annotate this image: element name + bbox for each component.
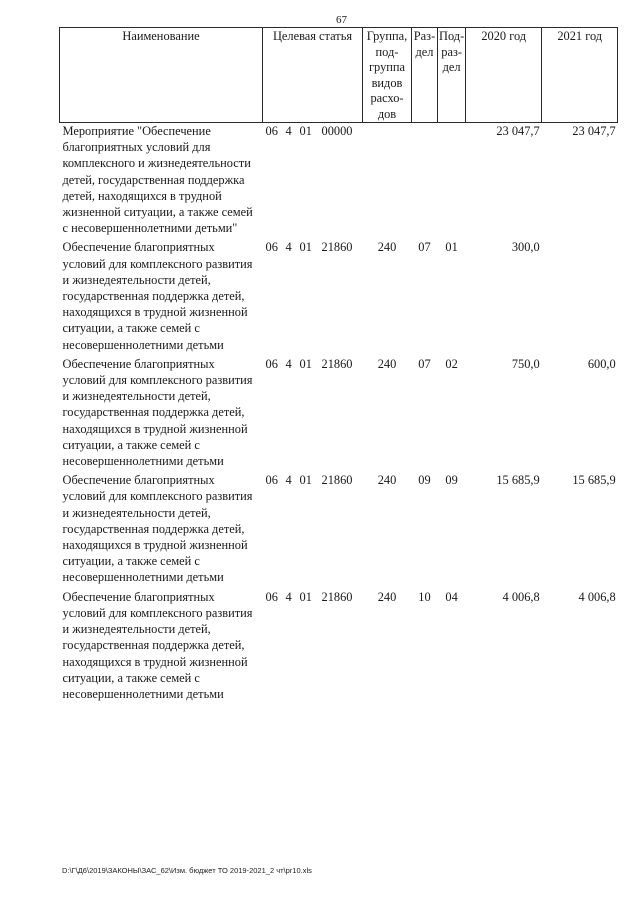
row-subsection — [438, 123, 466, 240]
row-2020-value: 4 006,8 — [502, 589, 540, 604]
row-2020-value: 750,0 — [511, 356, 540, 371]
kbk-program: 06 — [265, 240, 278, 255]
kbk-event: 01 — [299, 240, 312, 255]
row-2020-value: 23 047,7 — [496, 124, 540, 138]
budget-table — [59, 27, 618, 705]
row-target-article — [263, 589, 363, 705]
row-target-article — [263, 123, 363, 240]
kbk-event: 01 — [299, 473, 312, 488]
kbk-subprogram: 4 — [285, 589, 292, 604]
row-name: Обеспечение благоприятных условий для комплексного развития и жизнедеятельности детей, государственная поддержка детей, находящихся в трудной жизненной ситуации, а также семей с несовершеннолетними детьми — [62, 473, 253, 585]
kbk-subprogram: 4 — [285, 356, 292, 371]
kbk-event: 01 — [299, 124, 312, 138]
row-name: Мероприятие "Обеспечение благоприятных условий для комплексного и жизнедеятельности детей, государственная поддержка детей, находящихся в трудной жизненной ситуации, а также семей с несовершеннолетними детьми" — [62, 124, 253, 236]
kbk-direction: 21860 — [321, 240, 353, 255]
kbk-program: 06 — [265, 473, 278, 488]
row-section: 07 — [418, 240, 431, 255]
kbk-direction: 21860 — [321, 473, 353, 488]
row-subsection: 02 — [445, 356, 458, 371]
row-subsection: 09 — [445, 473, 458, 488]
header-section: Раз-дел — [412, 28, 438, 123]
row-name: Обеспечение благоприятных условий для комплексного развития и жизнедеятельности детей, государственная поддержка детей, находящихся в трудной жизненной ситуации, а также семей с несовершеннолетними детьми — [62, 240, 253, 352]
row-2021-value: 23 047,7 — [572, 124, 616, 138]
header-expense-group: Группа, под-группа видов расхо-дов — [363, 28, 412, 123]
kbk-event: 01 — [299, 356, 312, 371]
row-2020-value: 15 685,9 — [496, 473, 540, 488]
row-name: Обеспечение благоприятных условий для комплексного развития и жизнедеятельности детей, государственная поддержка детей, находящихся в трудной жизненной ситуации, а также семей с несовершеннолетними детьми — [62, 589, 253, 701]
kbk-program: 06 — [265, 589, 278, 604]
table-row — [60, 356, 618, 472]
kbk-direction: 21860 — [321, 589, 353, 604]
kbk-direction: 21860 — [321, 356, 353, 371]
row-name: Обеспечение благоприятных условий для комплексного развития и жизнедеятельности детей, государственная поддержка детей, находящихся в трудной жизненной ситуации, а также семей с несовершеннолетними детьми — [62, 356, 253, 469]
header-year-2021: 2021 год — [542, 28, 618, 123]
row-expense-group: 240 — [377, 589, 397, 604]
row-section: 09 — [418, 473, 431, 488]
row-subsection: 04 — [445, 589, 458, 604]
row-target-article — [263, 239, 363, 355]
row-expense-group: 240 — [377, 356, 397, 371]
table-row — [60, 589, 618, 705]
row-expense-group: 240 — [377, 473, 397, 488]
row-target-article — [263, 472, 363, 588]
header-target-article: Целевая статья — [263, 28, 363, 123]
footer-file-path: D:\Г\Д6\2019\ЗАКОНЫ\ЗАС_62\Изм. бюджет ТО 2019-2021_2 чт\pr10.xls — [62, 866, 312, 875]
header-subsection: Под-раз-дел — [438, 28, 466, 123]
row-section: 10 — [418, 589, 431, 604]
table-header-row — [60, 28, 618, 123]
kbk-program: 06 — [265, 124, 278, 138]
row-target-article — [263, 356, 363, 472]
row-2021-value — [542, 239, 618, 355]
table-row — [60, 123, 618, 240]
kbk-program: 06 — [265, 356, 278, 371]
row-section: 07 — [418, 356, 431, 371]
row-subsection: 01 — [445, 240, 458, 255]
row-2021-value: 4 006,8 — [578, 589, 616, 604]
page-number: 67 — [336, 14, 347, 26]
row-2020-value: 300,0 — [511, 240, 540, 255]
kbk-subprogram: 4 — [285, 124, 292, 138]
table-row — [60, 472, 618, 588]
kbk-direction: 00000 — [321, 124, 353, 138]
row-expense-group — [363, 123, 412, 240]
row-section — [412, 123, 438, 240]
table-row — [60, 239, 618, 355]
row-2021-value: 15 685,9 — [572, 473, 616, 488]
row-expense-group: 240 — [377, 240, 397, 255]
header-year-2020: 2020 год — [466, 28, 542, 123]
header-name: Наименование — [60, 28, 263, 123]
row-2021-value: 600,0 — [587, 356, 616, 371]
kbk-subprogram: 4 — [285, 473, 292, 488]
kbk-subprogram: 4 — [285, 240, 292, 255]
kbk-event: 01 — [299, 589, 312, 604]
